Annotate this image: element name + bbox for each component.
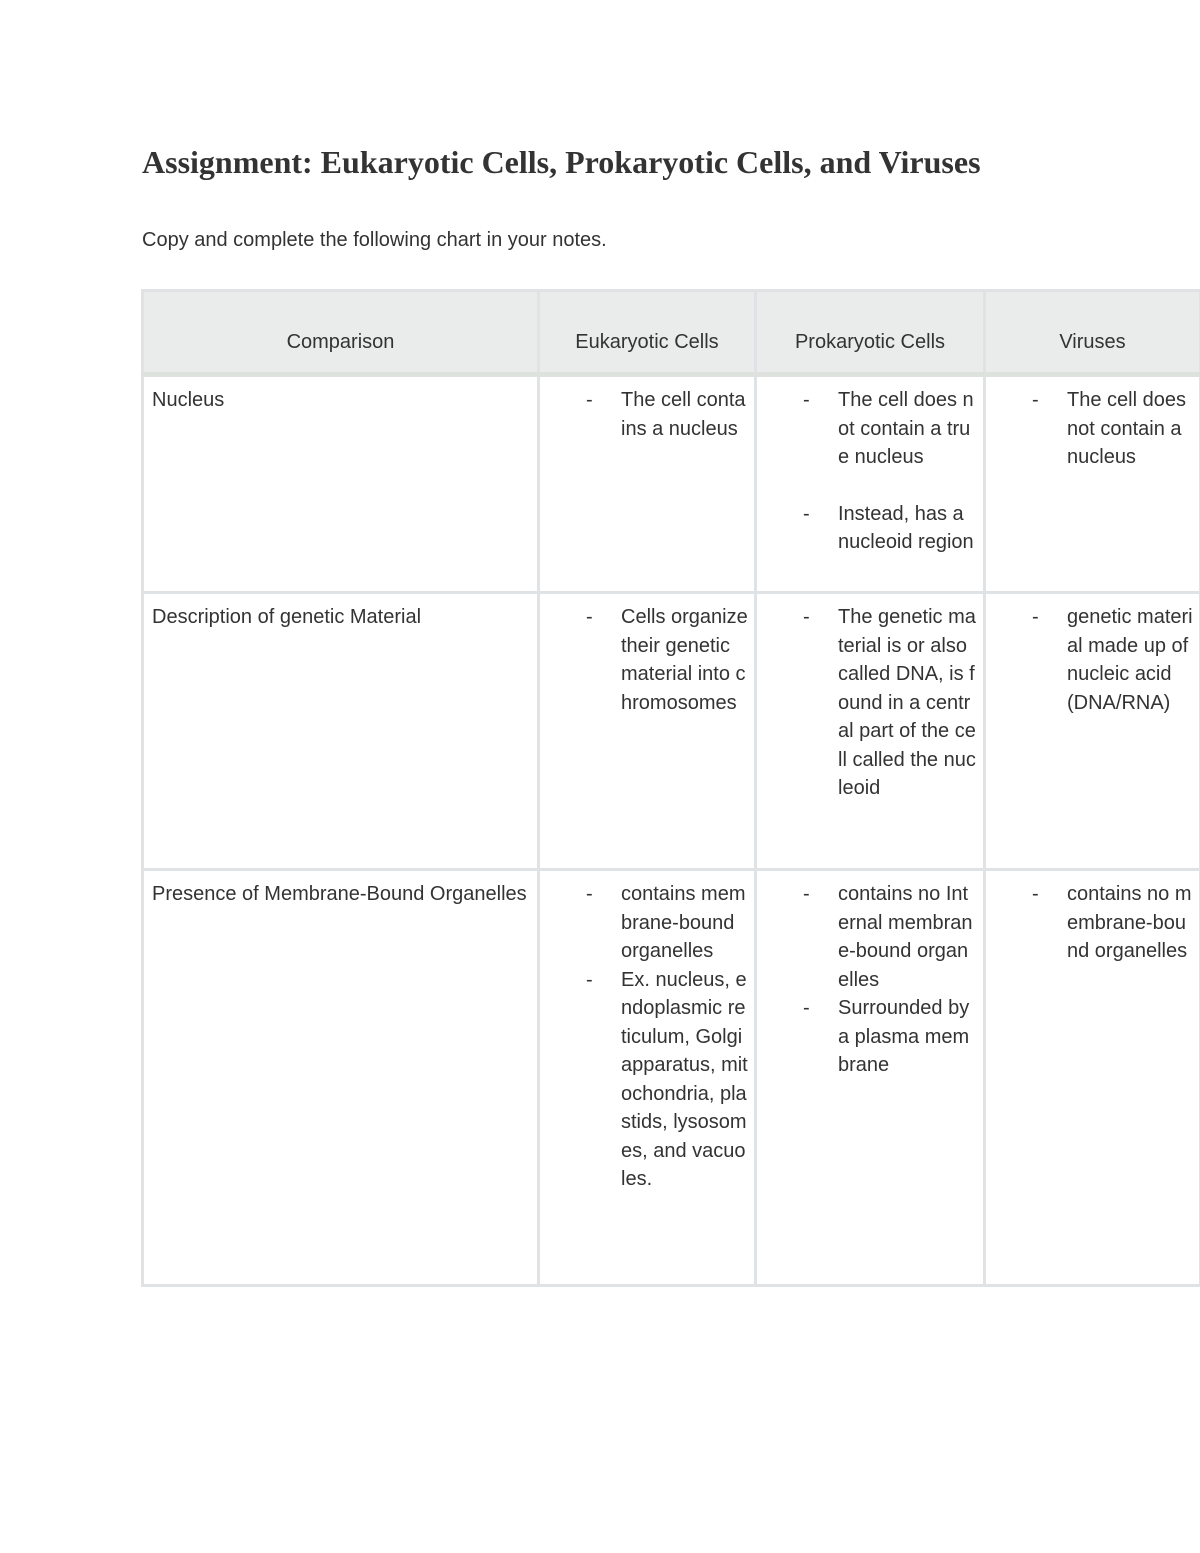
list-item: - The cell contains a nucleus bbox=[540, 386, 748, 443]
bullet-list bbox=[540, 603, 748, 717]
list-item: - contains no membrane-bound organelles bbox=[986, 880, 1193, 966]
page-title: Assignment: Eukaryotic Cells, Prokaryotic Cells, and Viruses bbox=[142, 144, 981, 180]
bullet-list bbox=[757, 386, 977, 557]
viruses-cell bbox=[985, 593, 1200, 870]
header-prokaryotic-cells: Prokaryotic Cells bbox=[756, 291, 985, 375]
header-eukaryotic-cells: Eukaryotic Cells bbox=[539, 291, 756, 375]
table-row bbox=[143, 593, 1200, 870]
row-label: Presence of Membrane-Bound Organelles bbox=[143, 870, 539, 1286]
viruses-cell bbox=[985, 375, 1200, 593]
prokaryotic-cell bbox=[756, 870, 985, 1286]
list-item: - contains no Internal membrane-bound organelles bbox=[757, 880, 977, 994]
table-row bbox=[143, 870, 1200, 1286]
prokaryotic-cell bbox=[756, 593, 985, 870]
list-item: - genetic material made up of nucleic acid (DNA/RNA) bbox=[986, 603, 1193, 717]
bullet-list bbox=[757, 880, 977, 1080]
list-item: - The cell does not contain a true nucleus bbox=[757, 386, 977, 472]
instructions-text: Copy and complete the following chart in your notes. bbox=[142, 229, 607, 251]
row-label: Nucleus bbox=[143, 375, 539, 593]
prokaryotic-cell bbox=[756, 375, 985, 593]
eukaryotic-cell bbox=[539, 375, 756, 593]
bullet-list bbox=[986, 386, 1193, 472]
bullet-list bbox=[986, 603, 1193, 717]
row-label: Description of genetic Material bbox=[143, 593, 539, 870]
list-item: - Ex. nucleus, endoplasmic reticulum, Golgi apparatus, mitochondria, plastids, lysosomes, and vacuoles. bbox=[540, 966, 748, 1194]
bullet-list bbox=[986, 880, 1193, 966]
table-header-row bbox=[143, 291, 1200, 375]
list-item: - The genetic material is or also called DNA, is found in a central part of the cell called the nucleoid bbox=[757, 603, 977, 803]
eukaryotic-cell bbox=[539, 593, 756, 870]
comparison-table bbox=[141, 289, 1200, 1287]
header-comparison: Comparison bbox=[143, 291, 539, 375]
list-item: - contains membrane-bound organelles bbox=[540, 880, 748, 966]
list-item: - Instead, has a nucleoid region bbox=[757, 500, 977, 557]
bullet-list bbox=[757, 603, 977, 803]
viruses-cell bbox=[985, 870, 1200, 1286]
bullet-list bbox=[540, 386, 748, 443]
table-row bbox=[143, 375, 1200, 593]
header-viruses: Viruses bbox=[985, 291, 1200, 375]
bullet-list bbox=[540, 880, 748, 1194]
list-item: - Cells organize their genetic material into chromosomes bbox=[540, 603, 748, 717]
list-item: - The cell does not contain a nucleus bbox=[986, 386, 1193, 472]
eukaryotic-cell bbox=[539, 870, 756, 1286]
list-item: - Surrounded by a plasma membrane bbox=[757, 994, 977, 1080]
